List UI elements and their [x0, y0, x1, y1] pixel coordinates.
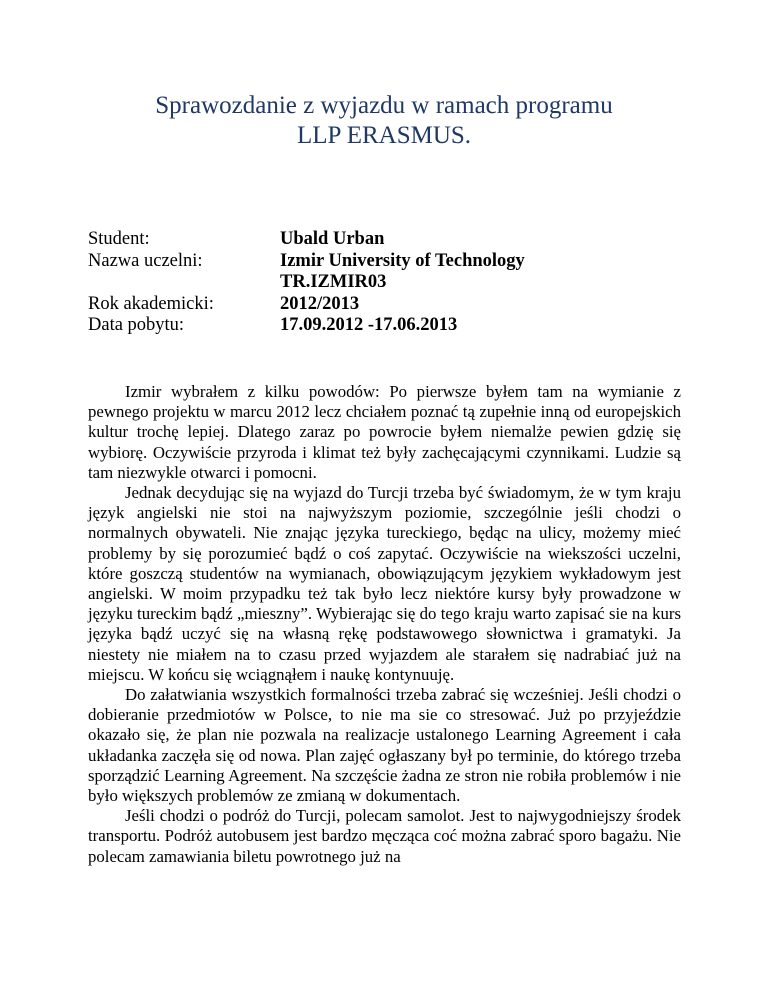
paragraph-4: Jeśli chodzi o podróż do Turcji, polecam samolot. Jest to najwygodniejszy środek transportu. Podróż autobusem jest bardzo męcząca coć można zabrać sporo bagażu. Nie polecam zamawiania biletu powrotnego już na [88, 806, 681, 866]
university-code-spacer [88, 272, 280, 294]
year-value: 2012/2013 [280, 293, 360, 314]
dates-label: Data pobytu: [88, 315, 185, 335]
paragraph-2: Jednak decydując się na wyjazd do Turcji trzeba być świadomym, że w tym kraju język angielski nie stoi na najwyższym poziomie, szczególnie jeśli chodzi o normalnych obywateli. Nie znając języka tureckiego, będąc na ulicy, możemy mieć problemy by się porozumieć bądź o coś zapytać. Oczywiście na wiekszości uczelni, które goszczą studentów na wymianach, obowiązującym językiem wykładowym jest angielski. W moim przypadku też tak było lecz niektóre kursy były prowadzone w języku tureckim bądź „mieszny”. Wybierając się do tego kraju warto zapisać sie na kurs języka bądź uczyć się na własną rękę podstawowego słownictwa i gramatyki. Ja niestety nie miałem na to czasu przed wyjazdem ale starałem się nadrabiać już na miejscu. W końcu się wciągnąłem i naukę kontynuuję. [88, 483, 681, 684]
dates-value: 17.09.2012 -17.06.2013 [280, 315, 458, 335]
university-label: Nazwa uczelni: [88, 250, 203, 271]
paragraph-1: Izmir wybrałem z kilku powodów: Po pierwsze byłem tam na wymianie z pewnego projektu w marcu 2012 lecz chciałem poznać tą zupełnie inną od europejskich kultur trochę lepiej. Dlatego zaraz po powrocie byłem niemalże pewien gdzię się wybiorę. Oczywiście przyroda i klimat też były zachęcającymi czynnikami. Ludzie są tam niezwykle otwarci i pomocni. [88, 382, 681, 482]
student-value: Ubald Urban [280, 229, 385, 249]
info-row-university [88, 251, 525, 273]
document-title [0, 91, 768, 151]
info-row-year [88, 294, 525, 316]
university-code: TR.IZMIR03 [280, 272, 387, 292]
university-value: Izmir University of Technology [280, 250, 525, 271]
year-label: Rok akademicki: [88, 293, 214, 314]
title-line-1: Sprawozdanie z wyjazdu w ramach programu [155, 92, 613, 119]
student-label: Student: [88, 229, 150, 249]
report-body [88, 382, 681, 867]
info-row-university-code [88, 272, 525, 294]
info-row-dates [88, 315, 525, 337]
title-line-2: LLP ERASMUS. [296, 122, 472, 149]
paragraph-3: Do załatwiania wszystkich formalności trzeba zabrać się wcześniej. Jeśli chodzi o dobieranie przedmiotów w Polsce, to nie ma sie co stresować. Już po przyjeździe okazało się, że plan nie pozwala na realizacje ustalonego Learning Agreement i cała układanka zaczęła się od nowa. Plan zajęć ogłaszany był po terminie, do którego trzeba sporządzić Learning Agreement. Na szczęście żadna ze stron nie robiła problemów i nie było większych problemów ze zmianą w dokumentach. [88, 685, 681, 806]
info-block [88, 229, 525, 337]
info-row-student [88, 229, 525, 251]
